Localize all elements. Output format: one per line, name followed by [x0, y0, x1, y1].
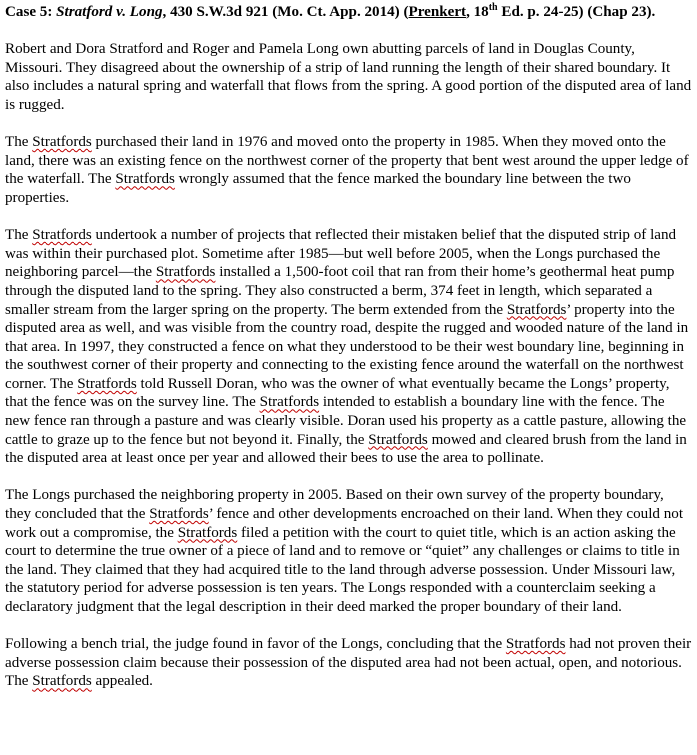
spellcheck-flagged-word: Stratfords [155, 264, 216, 281]
paragraph-text: Following a bench trial, the judge found in favor of the Longs, concluding that the [5, 636, 506, 653]
case-paragraph [5, 635, 693, 691]
case-paragraph [5, 226, 693, 468]
paragraph-text: Robert and Dora Stratford and Roger and Pamela Long own abutting parcels of land in Douglas County, Missouri. They disagreed about the ownership of a strip of land running the length of their shared boundary. It also includes a natural spring and waterfall that flows from the spring. A good portion of the disputed area of land is rugged. [5, 41, 692, 113]
case-citation: , 430 S.W.3d 921 (Mo. Ct. App. 2014) ( [162, 4, 409, 20]
case-name: Stratford v. Long [56, 4, 163, 20]
spellcheck-flagged-word: Stratfords [32, 673, 92, 690]
spellcheck-flagged-word: Stratfords [259, 394, 320, 411]
source-author: Prenkert [408, 4, 467, 20]
spellcheck-flagged-word: Stratfords [32, 134, 92, 151]
paragraph-text: The [5, 227, 33, 244]
paragraph-text: installed a 1,500-foot coil that ran from their home’s geothermal heat pump through the disputed land to the spring. They also constructed a berm, 374 feet in length, which separated a smaller stream from the larger spring on the property. The berm extended from the [5, 264, 675, 318]
paragraph-text: The [5, 134, 33, 151]
paragraph-text: wrongly assumed that the fence marked the boundary line between the two properties. [5, 171, 631, 206]
edition-pages: Ed. p. 24-25) (Chap 23). [497, 4, 656, 20]
spellcheck-flagged-word: Stratfords [77, 375, 137, 392]
paragraph-text: undertook a number of projects that reflected their mistaken belief that the disputed strip of land was within their purchased plot. Sometime after 1985—but well before 2005, when the Longs purchased the neighboring parcel—the [5, 227, 677, 281]
spellcheck-flagged-word: Stratfords [149, 506, 209, 523]
spellcheck-flagged-word: Stratfords [115, 171, 175, 188]
spellcheck-flagged-word: Stratfords [368, 431, 428, 448]
paragraph-text: The Longs purchased the neighboring property in 2005. Based on their own survey of the property boundary, they concluded that the [5, 487, 664, 523]
paragraph-text: purchased their land in 1976 and moved onto the property in 1985. When they moved onto the land, there was an existing fence on the northwest corner of the property that bent west around the upper ledge of the waterfall. The [5, 134, 689, 188]
spellcheck-flagged-word: Stratfords [505, 636, 566, 653]
paragraph-text: ’ property into the disputed area as well, and was visible from the country road, despite the rugged and wooded nature of the land in that area. In 1997, they constructed a fence on what they understood to be their west boundary line, beginning in the southwest corner of their property and connecting to the existing fence around the waterfall on the northwest corner. The [5, 301, 689, 392]
case-paragraph [5, 133, 693, 207]
paragraph-text: intended to establish a boundary line with the fence. The new fence ran through a pasture and was clearly visible. Doran used his property as a cattle pasture, allowing the cattle to graze up to the fence but not beyond it. Finally, the [5, 394, 687, 448]
paragraph-text: told Russell Doran, who was the owner of what eventually became the Longs’ property, that the fence was on the survey line. The [5, 375, 670, 411]
spellcheck-flagged-word: Stratfords [506, 301, 567, 318]
heading-prefix: Case 5: [5, 4, 57, 20]
paragraph-text: appealed. [91, 673, 153, 690]
case-body [5, 40, 693, 691]
edition-superscript: th [488, 1, 498, 13]
case-heading [5, 3, 693, 22]
case-paragraph [5, 40, 693, 114]
edition-number: , 18 [466, 4, 489, 20]
case-paragraph [5, 486, 693, 616]
paragraph-text: mowed and cleared brush from the land in the disputed area at least once per year and allowed their bees to use the area to pollinate. [5, 431, 687, 467]
spellcheck-flagged-word: Stratfords [32, 227, 92, 244]
paragraph-text: had not proven their adverse possession claim because their possession of the disputed area had not been actual, open, and notorious. The [5, 636, 692, 690]
paragraph-text: ’ fence and other developments encroached on their land. When they could not work out a compromise, the [5, 506, 684, 541]
paragraph-text: filed a petition with the court to quiet title, which is an action asking the court to determine the true owner of a piece of land and to remove or “quiet” any challenges or claims to title in the land. They claimed that they had acquired title to the land through adverse possession. Under Missouri law, the statutory period for adverse possession is ten years. The Longs responded with a counterclaim seeking a declaratory judgment that the legal description in their deed marked the proper boundary of their land. [5, 524, 680, 615]
spellcheck-flagged-word: Stratfords [177, 524, 238, 541]
